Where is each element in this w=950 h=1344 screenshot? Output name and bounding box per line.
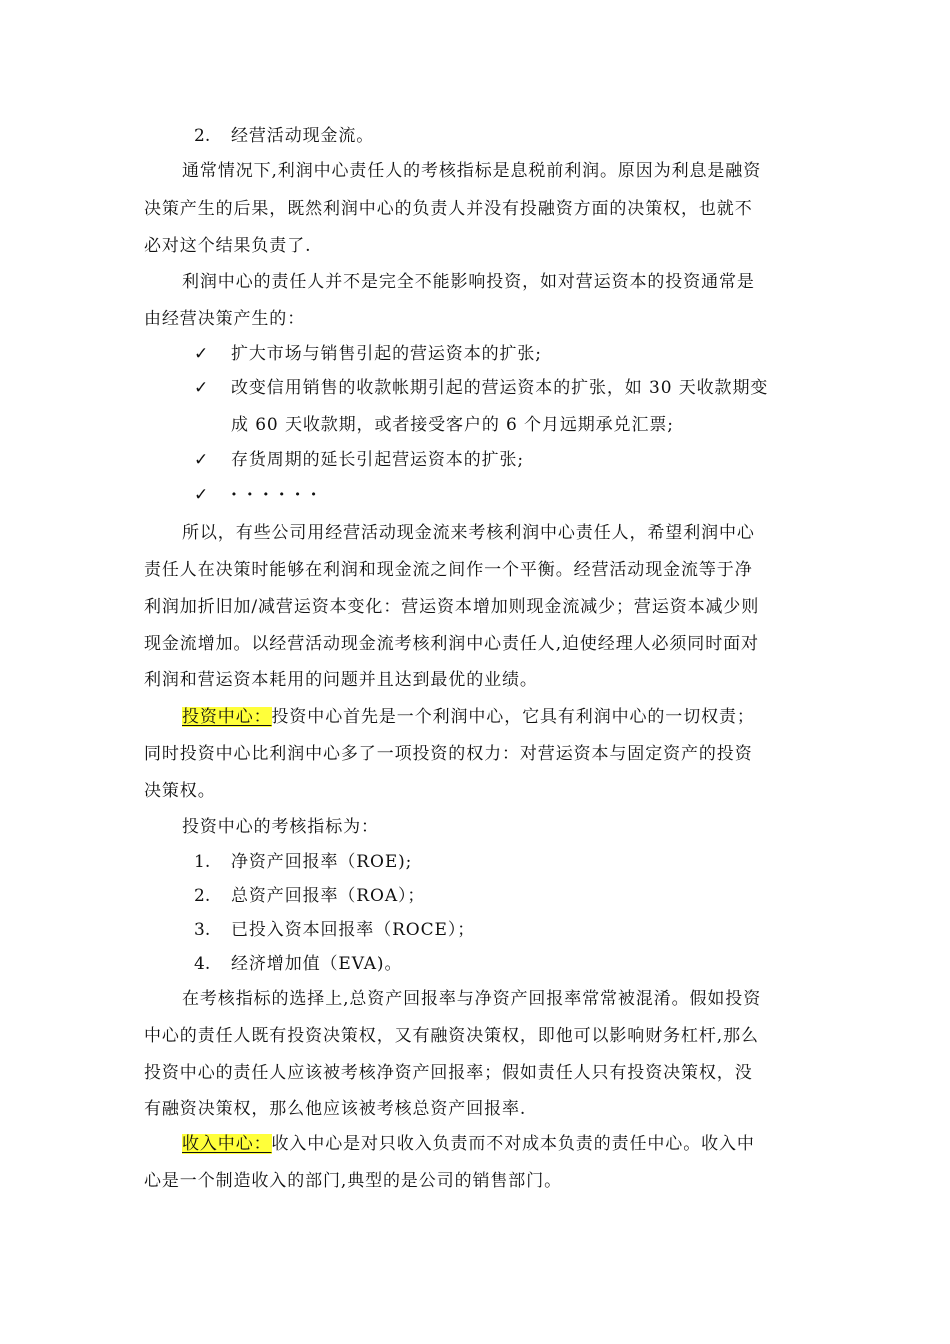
list-number: 3.: [194, 920, 211, 940]
paragraph-line: [182, 700, 755, 734]
list-item-text: 经济增加值（EVA)。: [231, 954, 403, 974]
list-item-text: 经营活动现金流。: [231, 126, 375, 146]
bullet-text: 扩大市场与销售引起的营运资本的扩张;: [231, 344, 542, 364]
highlighted-term: 投资中心：: [182, 707, 272, 727]
checkmark-icon: ✓: [194, 344, 209, 364]
paragraph-line: 决策权。: [144, 781, 216, 801]
list-number: 1.: [194, 852, 211, 872]
paragraph-line: [182, 1127, 755, 1161]
paragraph-line: 所以，有些公司用经营活动现金流来考核利润中心责任人，希望利润中心: [182, 523, 755, 543]
paragraph-line: 心是一个制造收入的部门,典型的是公司的销售部门。: [144, 1171, 563, 1191]
paragraph-text: 投资中心首先是一个利润中心，它具有利润中心的一切权责；: [271, 707, 755, 727]
paragraph-line: 同时投资中心比利润中心多了一项投资的权力：对营运资本与固定资产的投资: [144, 744, 753, 764]
paragraph-line: 利润加折旧加/减营运资本变化：营运资本增加则现金流减少；营运资本减少则: [144, 597, 760, 617]
paragraph-line: 有融资决策权，那么他应该被考核总资产回报率.: [144, 1099, 527, 1119]
paragraph-line: 利润中心的责任人并不是完全不能影响投资，如对营运资本的投资通常是: [182, 272, 755, 292]
paragraph-text: 收入中心是对只收入负责而不对成本负责的责任中心。收入中: [271, 1134, 755, 1154]
paragraph-line: 在考核指标的选择上,总资产回报率与净资产回报率常常被混淆。假如投资: [182, 989, 762, 1009]
checkmark-icon: ✓: [194, 378, 209, 398]
bullet-text: 改变信用销售的收款帐期引起的营运资本的扩张，如 30 天收款期变: [231, 378, 769, 398]
paragraph-line: 通常情况下,利润中心责任人的考核指标是息税前利润。原因为利息是融资: [182, 161, 762, 181]
list-number: 2.: [194, 886, 211, 906]
paragraph-line: 必对这个结果负责了.: [144, 236, 312, 256]
list-item-text: 已投入资本回报率（ROCE）；: [231, 920, 476, 940]
paragraph-line: 由经营决策产生的：: [144, 309, 306, 329]
list-item-text: 总资产回报率（ROA）；: [231, 886, 426, 906]
paragraph-line: 利润和营运资本耗用的问题并且达到最优的业绩。: [144, 670, 538, 690]
paragraph-line: 责任人在决策时能够在利润和现金流之间作一个平衡。经营活动现金流等于净: [144, 560, 753, 580]
paragraph-line: 投资中心的责任人应该被考核净资产回报率；假如责任人只有投资决策权，没: [144, 1063, 753, 1083]
paragraph-line: 投资中心的考核指标为：: [182, 817, 379, 837]
bullet-text: 成 60 天收款期，或者接受客户的 6 个月远期承兑汇票;: [231, 415, 674, 435]
bullet-text: 存货周期的延长引起营运资本的扩张;: [231, 450, 525, 470]
paragraph-line: 中心的责任人既有投资决策权，又有融资决策权，即他可以影响财务杠杆,那么: [144, 1026, 759, 1046]
list-item-text: 净资产回报率（ROE);: [231, 852, 413, 872]
ellipsis-dots: ······: [231, 485, 327, 505]
list-number: 2.: [194, 126, 211, 146]
paragraph-line: 现金流增加。以经营活动现金流考核利润中心责任人,迫使经理人必须同时面对: [144, 634, 759, 654]
list-number: 4.: [194, 954, 211, 974]
paragraph-line: 决策产生的后果，既然利润中心的负责人并没有投融资方面的决策权，也就不: [144, 199, 753, 219]
checkmark-icon: ✓: [194, 485, 209, 505]
highlighted-term: 收入中心：: [182, 1134, 272, 1154]
checkmark-icon: ✓: [194, 450, 209, 470]
